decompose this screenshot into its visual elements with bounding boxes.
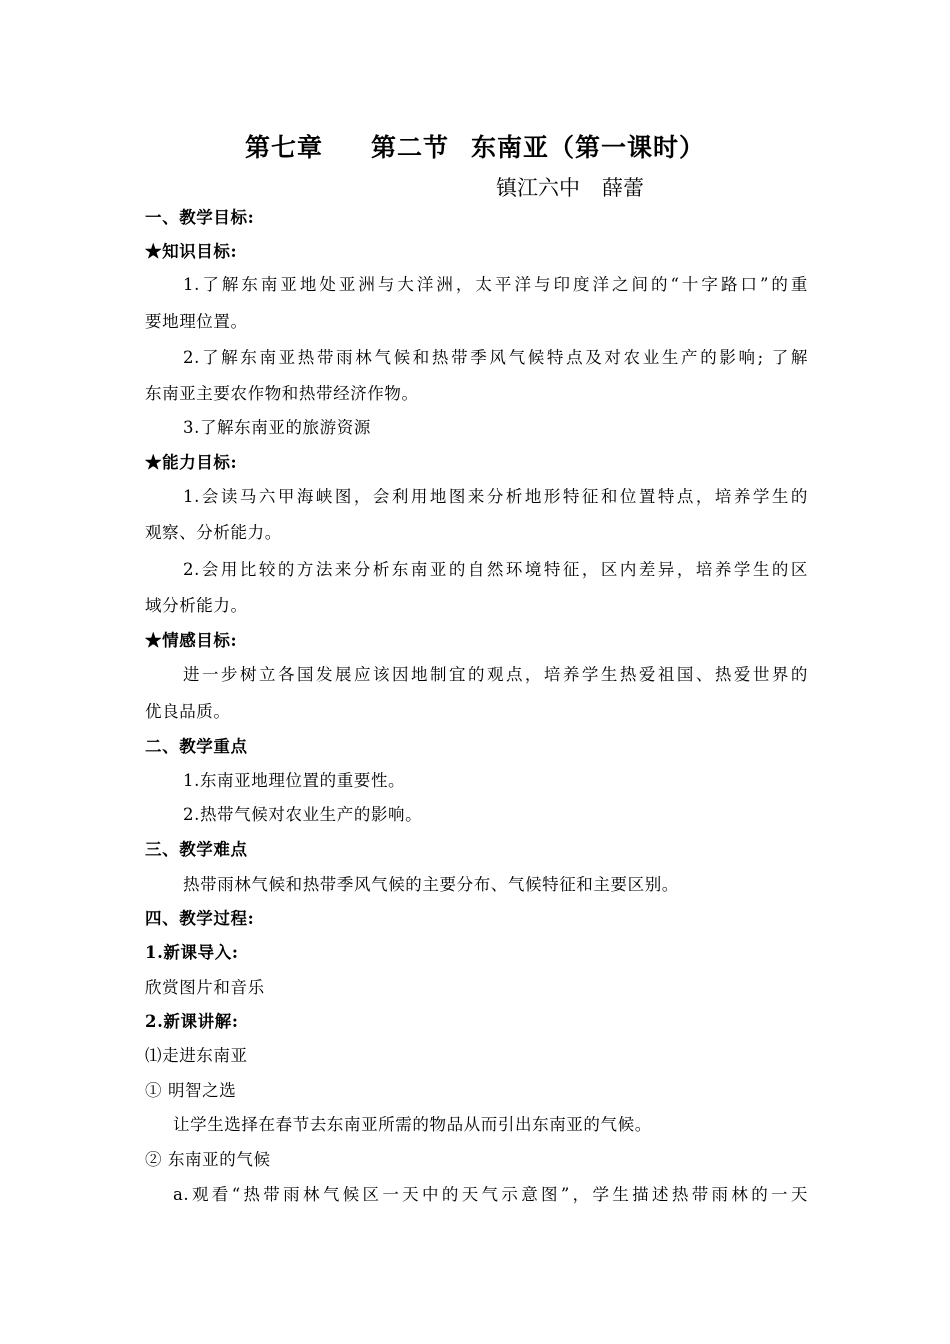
paragraph-line: 域分析能力。: [145, 596, 248, 615]
paragraph-line: 1.了解东南亚地处亚洲与大洋洲，太平洋与印度洋之间的“十字路口”的重: [183, 275, 808, 294]
subheading-knowledge: ★知识目标:: [145, 242, 238, 261]
subheading-lecture: 2.新课讲解:: [145, 1012, 239, 1031]
paragraph-line: 1.会读马六甲海峡图，会利用地图来分析地形特征和位置特点，培养学生的: [183, 487, 808, 506]
author-school: 镇江六中: [496, 176, 580, 200]
paragraph-line: 2.热带气候对农业生产的影响。: [183, 805, 423, 824]
paragraph-line: 2.会用比较的方法来分析东南亚的自然环境特征，区内差异，培养学生的区: [183, 560, 808, 579]
title-section: 第二节: [370, 133, 449, 162]
paragraph-line: 欣赏图片和音乐: [145, 978, 265, 997]
author-line: [496, 172, 644, 202]
paragraph-line: ① 明智之选: [145, 1081, 237, 1100]
section-heading-process: 四、教学过程:: [145, 909, 255, 928]
subheading-intro: 1.新课导入:: [145, 943, 239, 962]
title-topic: 东南亚（第一课时）: [471, 133, 706, 162]
subheading-ability: ★能力目标:: [145, 453, 238, 472]
document-title: [0, 128, 950, 164]
paragraph-line: 2.了解东南亚热带雨林气候和热带季风气候特点及对农业生产的影响; 了解: [183, 348, 808, 367]
paragraph-line: a.观看“热带雨林气候区一天中的天气示意图”，学生描述热带雨林的一天: [173, 1185, 808, 1204]
section-heading-key-points: 二、教学重点: [145, 737, 248, 756]
paragraph-line: 热带雨林气候和热带季风气候的主要分布、气候特征和主要区别。: [183, 875, 679, 894]
title-chapter: 第七章: [244, 133, 323, 162]
section-heading-objectives: 一、教学目标:: [145, 208, 255, 227]
paragraph-line: 进一步树立各国发展应该因地制宜的观点，培养学生热爱祖国、热爱世界的: [183, 665, 808, 684]
paragraph-line: 3.了解东南亚的旅游资源: [183, 418, 371, 437]
paragraph-line: 1.东南亚地理位置的重要性。: [183, 771, 406, 790]
paragraph-line: 优良品质。: [145, 702, 231, 721]
author-name: 薛蕾: [602, 176, 644, 200]
subheading-emotion: ★情感目标:: [145, 631, 238, 650]
paragraph-line: 让学生选择在春节去东南亚所需的物品从而引出东南亚的气候。: [173, 1115, 652, 1134]
paragraph-line: 观察、分析能力。: [145, 523, 282, 542]
section-heading-difficulties: 三、教学难点: [145, 840, 248, 859]
paragraph-line: 东南亚主要农作物和热带经济作物。: [145, 384, 419, 403]
paragraph-line: ⑴走进东南亚: [145, 1046, 248, 1065]
paragraph-line: 要地理位置。: [145, 312, 248, 331]
paragraph-line: ② 东南亚的气候: [145, 1150, 271, 1169]
